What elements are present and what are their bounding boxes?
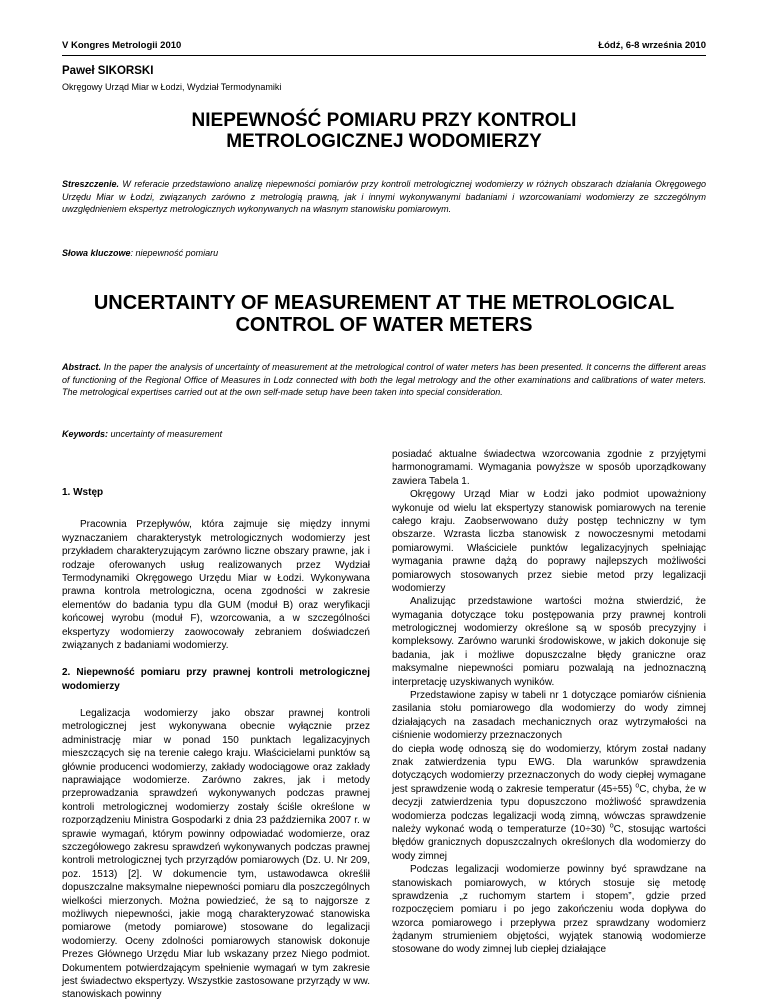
section-1-paragraph: Pracownia Przepływów, która zajmuje się między innymi wyznaczaniem charakterystyk metrologicznych wodomierzy jest przykładem charakteryzującym zarówno liczne obszary prawne, jak i rodzaje oferowanych usług realizowanych przez Wydział Termodynamiki Okręgowego Urzędu Miar w Łodzi. Wykonywana prawna kontrola metrologiczna, ocena zgodności w zakresie elementów do badania typu dla GUM (moduł B) oraz weryfikacji końcowej wyrobu (moduł F), wzorcowania, a w szczególności ekspertyzy wodomierzy zaowocowały zebraniem doświadczeń związanych z badaniami wodomierzy.	[62, 519, 370, 651]
right-paragraph-3: Analizując przedstawione wartości można stwierdzić, że wymagania dotyczące toku postępowania przy prawnej kontroli metrologicznej wodomierzy określone są w sposób precyzyjny i kompleksowy. Zarówno warunki środowiskowe, w jakich dokonuje się badania, jak i możliwe dopuszczalne błędy graniczne oraz maksymalne niepewności pomiaru pozwalają na jednoznaczną interpretację uzyskiwanych wyników.	[392, 596, 706, 688]
right-paragraph-5-part-b: C, chyba, że w decyzji zatwierdzenia typu dopuszczono możliwość sprawdzenia wodomierza podczas legalizacji wodą zimną, wówczas sprawdzenie należy wykonać wodą o temperaturze (10÷30)	[392, 783, 706, 835]
degree-sign-2: o	[609, 822, 614, 830]
keywords-english	[62, 429, 222, 439]
conference-name: V Kongres Metrologii 2010	[62, 40, 182, 51]
abstract-polish	[62, 178, 706, 216]
author-name: Paweł SIKORSKI	[62, 65, 154, 77]
section-2-paragraph: Legalizacja wodomierzy jako obszar prawnej kontroli metrologicznej jest wykonywana obecnie wyłącznie przez administrację miar w ponad 150 punktach legalizacyjnych mieszczących się na terenie całego kraju. Właścicielami punktów są głównie producenci wodomierzy, zakłady wodociągowe oraz zakłady naprawiające wodomierze. Zarówno zakres, jak i metody przeprowadzania sprawdzeń wykonywanych podczas prawnej kontroli metrologicznej wodomierzy zostały ściśle określone w rozporządzeniu Ministra Gospodarki z dnia 23 października 2007 r. w sprawie wymagań, którym powinny odpowiadać wodomierze, oraz szczegółowego zakresu sprawdzeń wykonywanych podczas prawnej kontroli metrologicznej tych przyrządów pomiarowych (Dz. U. Nr 209, poz. 1513) [2]. W dokumencie tym, ustawodawca określił dopuszczalne maksymalne niepewności pomiaru dla poszczególnych wielkości mierzonych. Można powiedzieć, że są to najgorsze z możliwych niepewności, jakie mogą charakteryzować stanowiska pomiarowe (metody pomiarowe) stosowane do legalizacji wodomierzy. Oceny zdolności pomiarowych stanowisk dokonuje Prezes Głównego Urzędu Miar lub wskazany przez Niego podmiot. Dokumentem potwierdzającym spełnienie wymagań w tym zakresie jest świadectwo ekspertyzy. Wszystkie zastosowane przyrządy w ww. stanowiskach powinny	[62, 708, 370, 1001]
right-column	[392, 448, 706, 957]
keywords-polish	[62, 248, 218, 258]
right-paragraph-5-part-a: do ciepła wodę odnoszą się do wodomierzy, którym został nadany znak zatwierdzenia typu EWG. Dla warunków sprawdzenia dotyczących wodomierzy przeznaczonych do wody ciepłej wymagane jest sprawdzenie wodą o zakresie temperatur (45÷55)	[392, 743, 706, 795]
section-2-heading: 2. Niepewność pomiaru przy prawnej kontroli metrologicznej wodomierzy	[62, 667, 370, 692]
title-polish-line1: NIEPEWNOŚĆ POMIARU PRZY KONTROLI	[191, 110, 577, 131]
conference-location-date: Łódź, 6-8 września 2010	[598, 40, 706, 51]
title-polish	[62, 111, 706, 152]
title-english-line2: CONTROL OF WATER METERS	[235, 313, 533, 336]
right-paragraph-6: Podczas legalizacji wodomierze powinny być sprawdzane na stanowiskach pomiarowych, w których stosuje się metodę sprawdzenia „z ruchomym startem i stopem”, gdzie przed rozpoczęciem pomiaru i po jego zakończeniu woda dopływa do wzorca pomiarowego i przepływa przez sprawdzany wodomierz żądanym strumieniem objętości, wyjątek stanowią wodomierze stosowane do wody zimnej lub ciepłej działające	[392, 864, 706, 956]
right-paragraph-5	[392, 743, 706, 864]
abstract-english-text: In the paper the analysis of uncertainty of measurement at the metrological control of water meters has been presented. It concerns the different areas of functioning of the Regional Office of Measures in Lodz connected with both the legal metrology and the other examinations and calibrations of water meters. The metrological expertises carried out at the own self-made setup have been taken into special consideration.	[62, 362, 706, 398]
keywords-polish-label: Słowa kluczowe	[62, 248, 131, 258]
left-column	[62, 486, 370, 1002]
abstract-english-label: Abstract.	[62, 362, 102, 372]
section-1-heading: 1. Wstęp	[62, 487, 104, 498]
keywords-english-label: Keywords:	[62, 429, 109, 439]
header-rule	[62, 55, 706, 56]
title-english-line1: UNCERTAINTY OF MEASUREMENT AT THE METROLOGICAL	[93, 292, 675, 314]
abstract-polish-label: Streszczenie.	[62, 179, 120, 189]
right-paragraph-4: Przedstawione zapisy w tabeli nr 1 dotyczące pomiarów ciśnienia zasilania stołu pomiarowego dla wodomierzy do wody zimnej działających na zasadach mechanicznych oraz wytrzymałości na ciśnienie wodomierzy przeznaczonych	[392, 690, 706, 742]
paper-page	[62, 0, 707, 1001]
right-paragraph-2: Okręgowy Urząd Miar w Łodzi jako podmiot upoważniony wykonuje od wielu lat ekspertyzy stanowisk pomiarowych na terenie całego kraju. Zaobserwowano duży postęp techniczny w tym obszarze. Wzrasta liczba stanowisk z nowoczesnymi metodami pomiarowymi. Właściciele punktów legalizacyjnych spełniając wymagania prawne dążą do poprawy najlepszych możliwości pomiarowych stosowanych przez siebie metod przy legalizacji wodomierzy	[392, 489, 706, 594]
keywords-polish-text: : niepewność pomiaru	[130, 248, 219, 258]
abstract-polish-text: W referacie przedstawiono analizę niepewności pomiarów przy kontroli metrologicznej wodomierzy w różnych obszarach działania Okręgowego Urzędu Miar w Łodzi, związanych zarówno z metrologią prawną, jak i innymi wykonywanymi badaniami i wzorcowaniami wodomierzy ze szczególnym uwzględnieniem ekspertyz metrologicznych wykonywanych na własnym stanowisku pomiarowym.	[62, 179, 706, 215]
title-polish-line2: METROLOGICZNEJ WODOMIERZY	[226, 130, 542, 152]
right-paragraph-1: posiadać aktualne świadectwa wzorcowania zgodnie z przyjętymi harmonogramami. Wymagania powyższe w sposób uporządkowany zawiera Tabela 1.	[392, 449, 706, 487]
abstract-english	[62, 361, 706, 399]
title-english	[62, 293, 706, 336]
right-paragraph-5-part-c: C, stosując wartości błędów granicznych dopuszczalnych określonych dla wodomierzy do wody zimnej	[392, 823, 707, 862]
keywords-english-text: uncertainty of measurement	[108, 429, 223, 439]
author-affiliation: Okręgowy Urząd Miar w Łodzi, Wydział Termodynamiki	[62, 82, 282, 92]
degree-sign-1: o	[635, 782, 640, 790]
